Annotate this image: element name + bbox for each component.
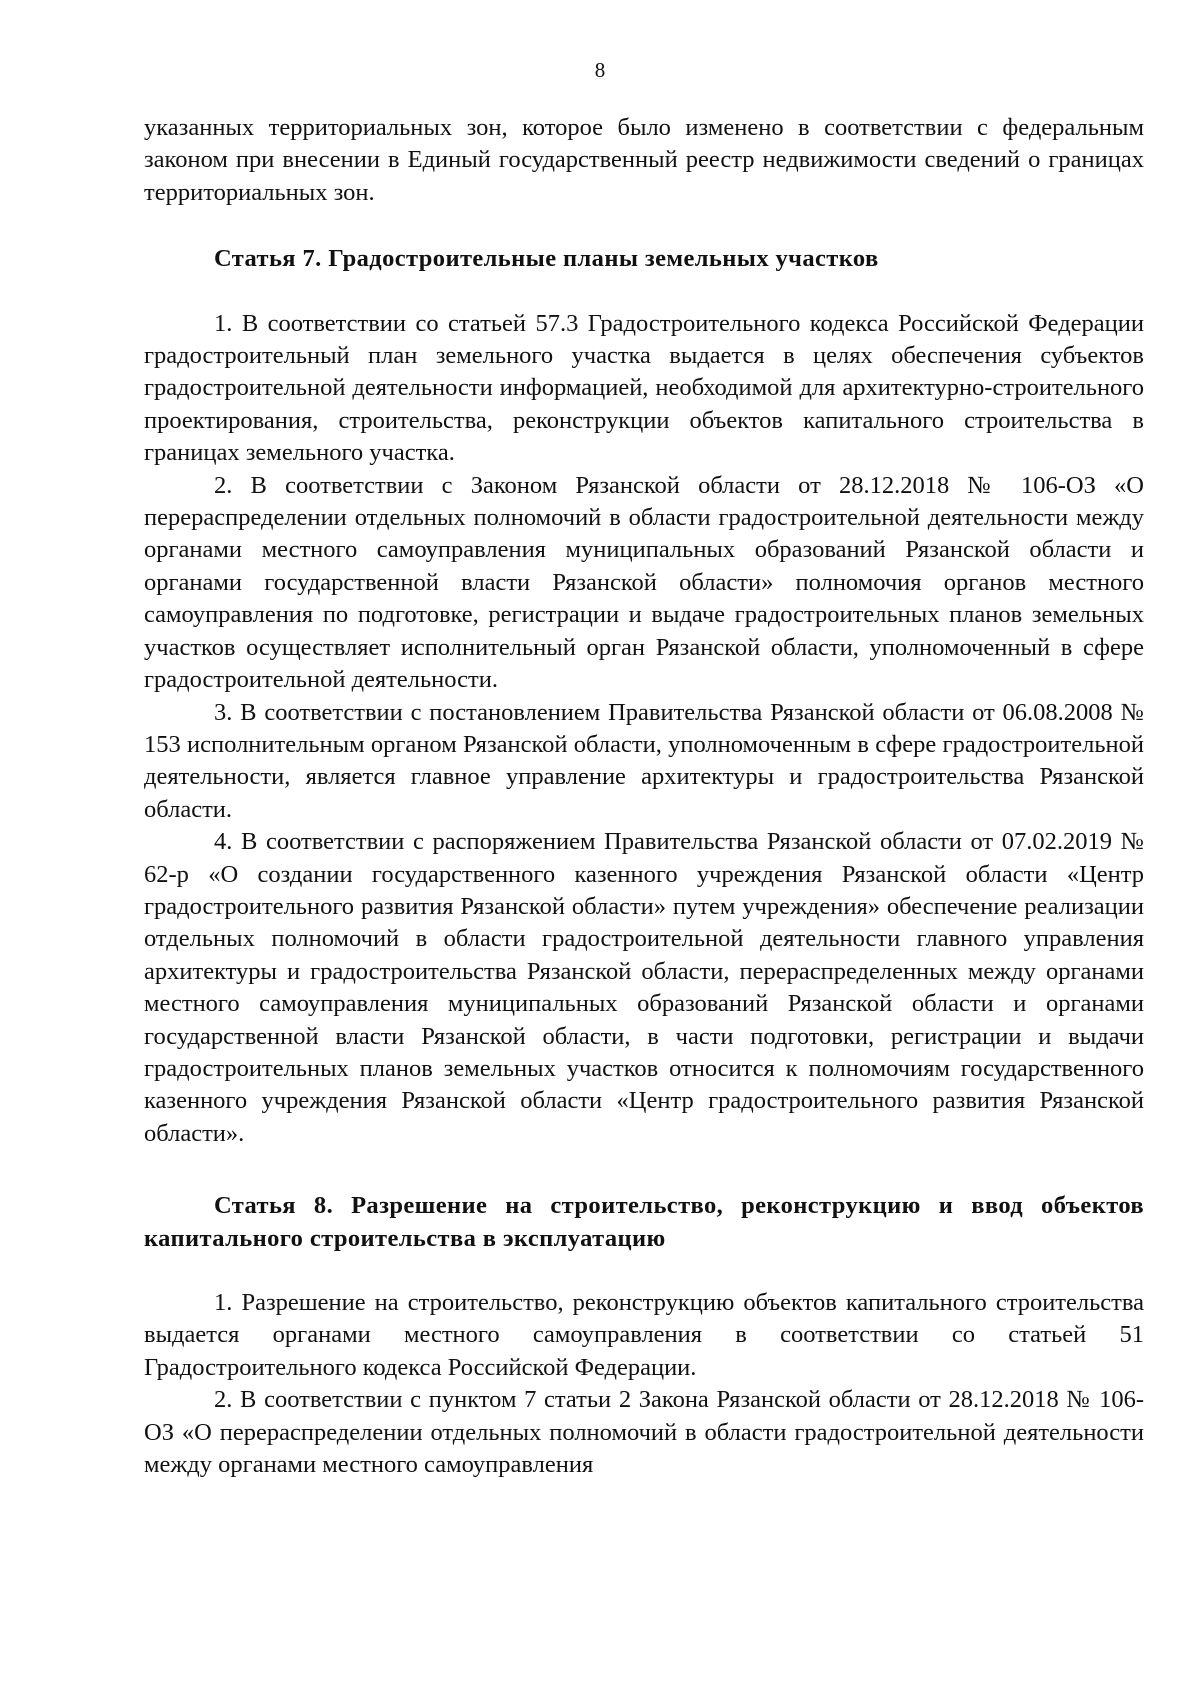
paragraph-continuation: указанных территориальных зон, которое было изменено в соответствии с федеральным законом при внесении в Единый государственный реестр недвижимости сведений о границах территориальных зон. — [144, 114, 1144, 206]
page-number: 8 — [594, 58, 606, 82]
article-8-heading: Статья 8. Разрешение на строительство, реконструкцию и ввод объектов капитального строительства в эксплуатацию — [144, 1192, 1144, 1252]
article-7-item-2: 2. В соответствии с Законом Рязанской области от 28.12.2018 № 106-ОЗ «О перераспределении отдельных полномочий в области градостроительной деятельности между органами местного самоуправления муниципальных образований Рязанской области и органами государственной власти Рязанской области» полномочия органов местного самоуправления по подготовке, регистрации и выдаче градостроительных планов земельных участков осуществляет исполнительный орган Рязанской области, уполномоченный в сфере градостроительной деятельности. — [144, 471, 1144, 694]
article-7-item-3: 3. В соответствии с постановлением Правительства Рязанской области от 06.08.2008 № 153 исполнительным органом Рязанской области, уполномоченным в сфере градостроительной деятельности, является главное управление архитектуры и градостроительства Рязанской области. — [144, 698, 1144, 823]
article-8-item-1: 1. Разрешение на строительство, реконструкцию объектов капитального строительства выдается органами местного самоуправления в соответствии со статьей 51 Градостроительного кодекса Российской Федерации. — [144, 1289, 1144, 1381]
article-7-item-4: 4. В соответствии с распоряжением Правительства Рязанской области от 07.02.2019 № 62-р «О создании государственного казенного учреждения Рязанской области «Центр градостроительного развития Рязанской области» путем учреждения» обеспечение реализации отдельных полномочий в области градостроительной деятельности главного управления архитектуры и градостроительства Рязанской области, перераспределенных между органами местного самоуправления муниципальных образований Рязанской области и органами государственной власти Рязанской области, в части подготовки, регистрации и выдачи градостроительных планов земельных участков относится к полномочиям государственного казенного учреждения Рязанской области «Центр градостроительного развития Рязанской области». — [144, 828, 1144, 1147]
article-8-item-2: 2. В соответствии с пунктом 7 статьи 2 Закона Рязанской области от 28.12.2018 № 106-ОЗ «О перераспределении отдельных полномочий в области градостроительной деятельности между органами местного самоуправления — [144, 1386, 1144, 1479]
article-7-heading: Статья 7. Градостроительные планы земельных участков — [214, 245, 879, 273]
document-body — [144, 112, 1144, 1481]
article-7-item-1: 1. В соответствии со статьей 57.3 Градостроительного кодекса Российской Федерации градостроительный план земельного участка выдается в целях обеспечения субъектов градостроительной деятельности информацией, необходимой для архитектурно-строительного проектирования, строительства, реконструкции объектов капитального строительства в границах земельного участка. — [144, 309, 1144, 467]
